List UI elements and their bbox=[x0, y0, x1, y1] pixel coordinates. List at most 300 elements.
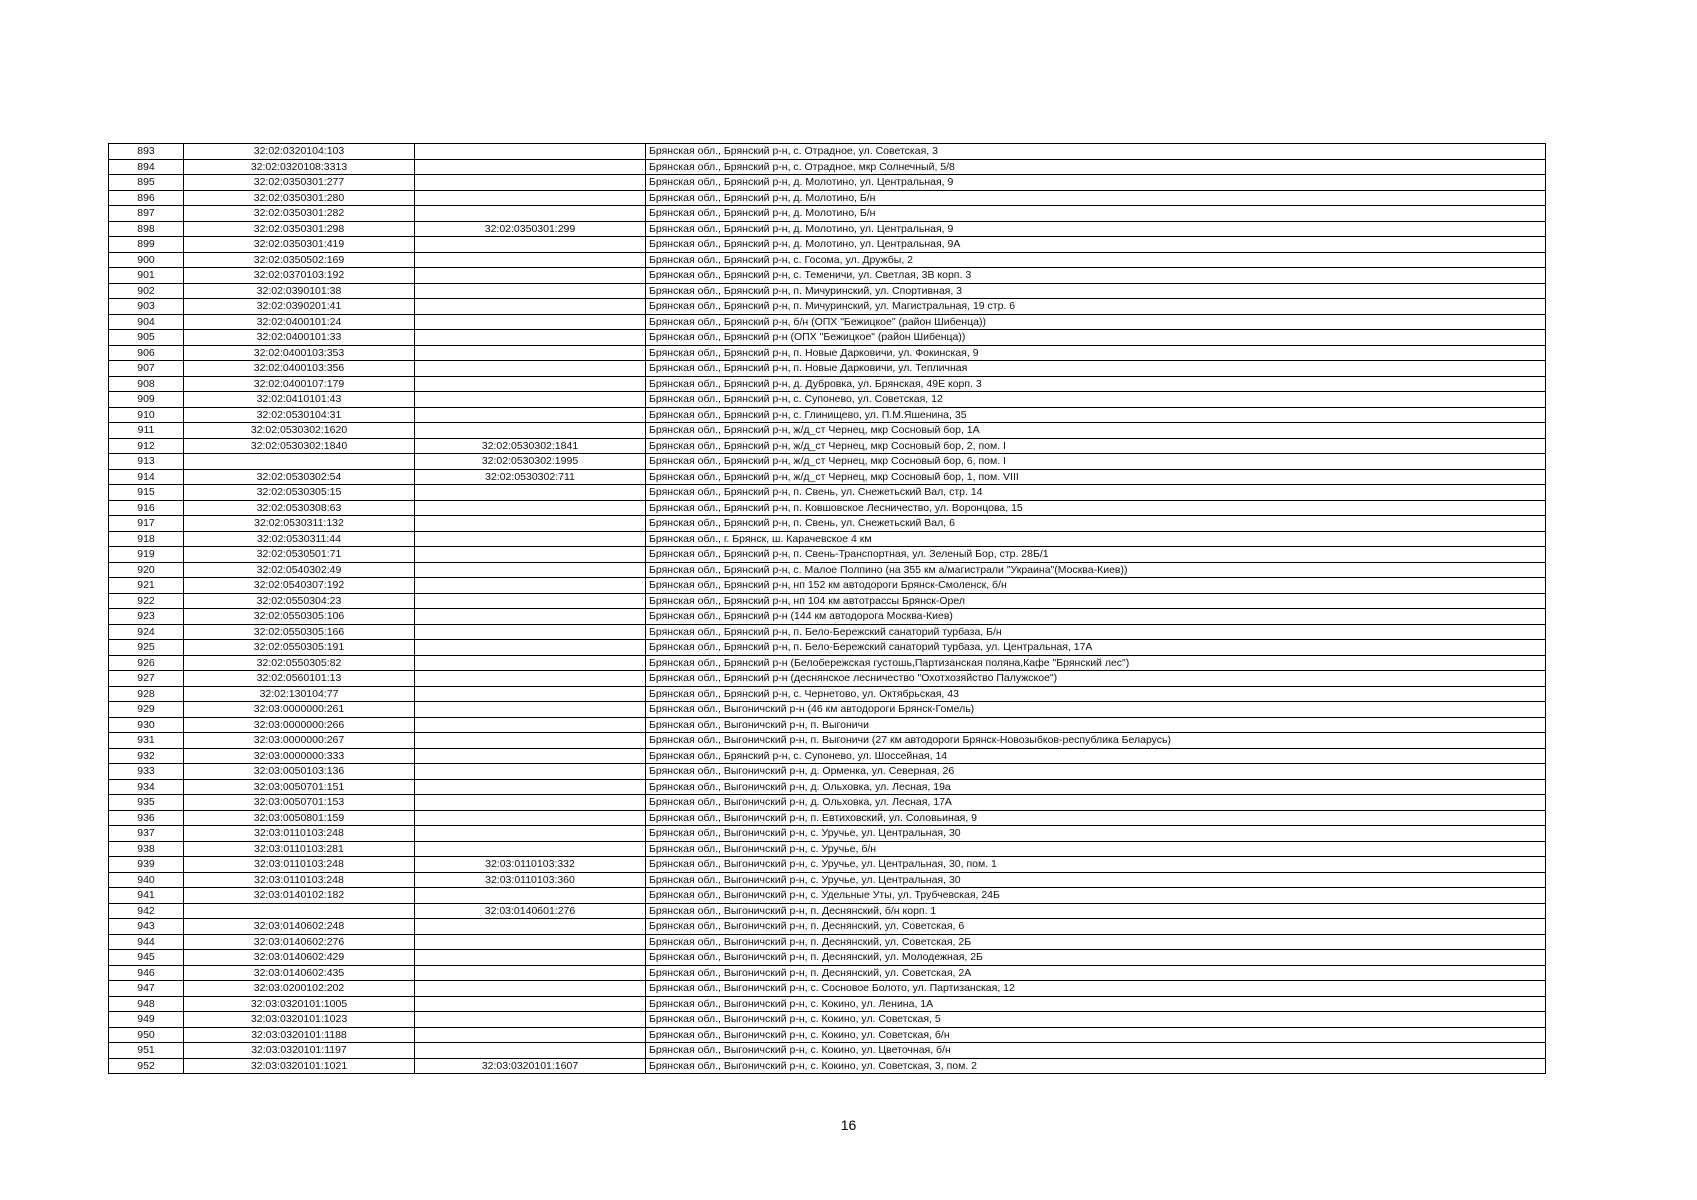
premises-cadastral-number-cell bbox=[415, 407, 646, 423]
cadastral-number-cell: 32:02:0550305:106 bbox=[184, 609, 415, 625]
table-row bbox=[109, 423, 1546, 439]
table-row bbox=[109, 299, 1546, 315]
address-cell: Брянская обл., Брянский р-н, ж/д_ст Чернец, мкр Сосновый бор, 6, пом. I bbox=[646, 454, 1546, 470]
cadastral-number-cell: 32:02:0550304:23 bbox=[184, 593, 415, 609]
premises-cadastral-number-cell bbox=[415, 593, 646, 609]
address-cell: Брянская обл., Выгоничский р-н, с. Уручье, ул. Центральная, 30, пом. 1 bbox=[646, 857, 1546, 873]
table-row bbox=[109, 376, 1546, 392]
premises-cadastral-number-cell bbox=[415, 345, 646, 361]
row-number-cell: 923 bbox=[109, 609, 184, 625]
premises-cadastral-number-cell bbox=[415, 1012, 646, 1028]
row-number-cell: 907 bbox=[109, 361, 184, 377]
table-row bbox=[109, 810, 1546, 826]
premises-cadastral-number-cell: 32:02:0530302:1841 bbox=[415, 438, 646, 454]
row-number-cell: 905 bbox=[109, 330, 184, 346]
address-cell: Брянская обл., Брянский р-н, ж/д_ст Чернец, мкр Сосновый бор, 1А bbox=[646, 423, 1546, 439]
cadastral-number-cell: 32:02:0400101:24 bbox=[184, 314, 415, 330]
address-cell: Брянская обл., Брянский р-н, п. Мичуринский, ул. Спортивная, 3 bbox=[646, 283, 1546, 299]
row-number-cell: 942 bbox=[109, 903, 184, 919]
address-cell: Брянская обл., Брянский р-н, п. Свень, ул. Снежетьский Вал, стр. 14 bbox=[646, 485, 1546, 501]
premises-cadastral-number-cell bbox=[415, 950, 646, 966]
address-cell: Брянская обл., Брянский р-н, п. Мичуринский, ул. Магистральная, 19 стр. 6 bbox=[646, 299, 1546, 315]
table-row bbox=[109, 361, 1546, 377]
row-number-cell: 927 bbox=[109, 671, 184, 687]
address-cell: Брянская обл., Брянский р-н, с. Теменичи, ул. Светлая, 3В корп. 3 bbox=[646, 268, 1546, 284]
table-row bbox=[109, 1043, 1546, 1059]
row-number-cell: 925 bbox=[109, 640, 184, 656]
cadastral-number-cell: 32:03:0110103:248 bbox=[184, 857, 415, 873]
row-number-cell: 894 bbox=[109, 159, 184, 175]
premises-cadastral-number-cell bbox=[415, 299, 646, 315]
cadastral-number-cell: 32:02:0390101:38 bbox=[184, 283, 415, 299]
table-row bbox=[109, 686, 1546, 702]
table-row bbox=[109, 485, 1546, 501]
premises-cadastral-number-cell bbox=[415, 237, 646, 253]
row-number-cell: 920 bbox=[109, 562, 184, 578]
table-row bbox=[109, 640, 1546, 656]
table-row bbox=[109, 531, 1546, 547]
row-number-cell: 932 bbox=[109, 748, 184, 764]
premises-cadastral-number-cell bbox=[415, 190, 646, 206]
cadastral-number-cell: 32:03:0320101:1023 bbox=[184, 1012, 415, 1028]
table-row bbox=[109, 454, 1546, 470]
premises-cadastral-number-cell bbox=[415, 252, 646, 268]
premises-cadastral-number-cell bbox=[415, 516, 646, 532]
cadastral-number-cell: 32:02:0400101:33 bbox=[184, 330, 415, 346]
address-cell: Брянская обл., Брянский р-н, п. Новые Дарковичи, ул. Тепличная bbox=[646, 361, 1546, 377]
cadastral-number-cell: 32:02:0540302:49 bbox=[184, 562, 415, 578]
cadastral-number-cell: 32:03:0320101:1197 bbox=[184, 1043, 415, 1059]
table-row bbox=[109, 578, 1546, 594]
cadastral-number-cell: 32:02:0350301:298 bbox=[184, 221, 415, 237]
table-row bbox=[109, 469, 1546, 485]
premises-cadastral-number-cell bbox=[415, 609, 646, 625]
premises-cadastral-number-cell bbox=[415, 578, 646, 594]
address-cell: Брянская обл., Выгоничский р-н, п. Выгоничи (27 км автодороги Брянск-Новозыбков-республика Беларусь) bbox=[646, 733, 1546, 749]
cadastral-number-cell: 32:03:0050801:159 bbox=[184, 810, 415, 826]
premises-cadastral-number-cell bbox=[415, 996, 646, 1012]
premises-cadastral-number-cell bbox=[415, 779, 646, 795]
cadastral-number-cell: 32:02:130104:77 bbox=[184, 686, 415, 702]
table-row bbox=[109, 500, 1546, 516]
table-row bbox=[109, 268, 1546, 284]
premises-cadastral-number-cell bbox=[415, 888, 646, 904]
cadastral-number-cell: 32:03:0140602:429 bbox=[184, 950, 415, 966]
cadastral-number-cell: 32:02:0400103:356 bbox=[184, 361, 415, 377]
table-row bbox=[109, 206, 1546, 222]
address-cell: Брянская обл., Выгоничский р-н, с. Кокино, ул. Советская, 5 bbox=[646, 1012, 1546, 1028]
address-cell: Брянская обл., Выгоничский р-н, с. Уручье, б/н bbox=[646, 841, 1546, 857]
cadastral-number-cell: 32:02:0530501:71 bbox=[184, 547, 415, 563]
premises-cadastral-number-cell: 32:03:0320101:1607 bbox=[415, 1058, 646, 1074]
cadastral-number-cell bbox=[184, 454, 415, 470]
row-number-cell: 911 bbox=[109, 423, 184, 439]
table-row bbox=[109, 593, 1546, 609]
row-number-cell: 941 bbox=[109, 888, 184, 904]
address-cell: Брянская обл., Выгоничский р-н, п. Деснянский, б/н корп. 1 bbox=[646, 903, 1546, 919]
table-row bbox=[109, 934, 1546, 950]
table-row bbox=[109, 748, 1546, 764]
row-number-cell: 900 bbox=[109, 252, 184, 268]
table-row bbox=[109, 795, 1546, 811]
address-cell: Брянская обл., Выгоничский р-н, п. Выгоничи bbox=[646, 717, 1546, 733]
table-row bbox=[109, 624, 1546, 640]
row-number-cell: 946 bbox=[109, 965, 184, 981]
premises-cadastral-number-cell bbox=[415, 206, 646, 222]
cadastral-number-cell: 32:02:0350301:277 bbox=[184, 175, 415, 191]
row-number-cell: 896 bbox=[109, 190, 184, 206]
cadastral-number-cell: 32:02:0350502:169 bbox=[184, 252, 415, 268]
premises-cadastral-number-cell: 32:02:0530302:1995 bbox=[415, 454, 646, 470]
table-row bbox=[109, 237, 1546, 253]
premises-cadastral-number-cell bbox=[415, 283, 646, 299]
row-number-cell: 893 bbox=[109, 144, 184, 160]
page-number: 16 bbox=[840, 1117, 857, 1133]
cadastral-number-cell: 32:03:0000000:333 bbox=[184, 748, 415, 764]
cadastral-number-cell: 32:03:0000000:266 bbox=[184, 717, 415, 733]
premises-cadastral-number-cell bbox=[415, 717, 646, 733]
cadastral-number-cell bbox=[184, 903, 415, 919]
row-number-cell: 943 bbox=[109, 919, 184, 935]
address-cell: Брянская обл., Брянский р-н (ОПХ "Бежицкое" (район Шибенца)) bbox=[646, 330, 1546, 346]
table-row bbox=[109, 919, 1546, 935]
table-row bbox=[109, 996, 1546, 1012]
premises-cadastral-number-cell bbox=[415, 144, 646, 160]
cadastral-number-cell: 32:03:0140102:182 bbox=[184, 888, 415, 904]
premises-cadastral-number-cell bbox=[415, 531, 646, 547]
table-row bbox=[109, 190, 1546, 206]
row-number-cell: 909 bbox=[109, 392, 184, 408]
address-cell: Брянская обл., Брянский р-н, п. Свень, ул. Снежетьский Вал, 6 bbox=[646, 516, 1546, 532]
table-row bbox=[109, 950, 1546, 966]
address-cell: Брянская обл., Брянский р-н, п. Новые Дарковичи, ул. Фокинская, 9 bbox=[646, 345, 1546, 361]
premises-cadastral-number-cell: 32:03:0140601:276 bbox=[415, 903, 646, 919]
cadastral-number-cell: 32:02:0560101:13 bbox=[184, 671, 415, 687]
table-row bbox=[109, 159, 1546, 175]
address-cell: Брянская обл., Брянский р-н, п. Бело-Бережский санаторий турбаза, ул. Центральная, 17А bbox=[646, 640, 1546, 656]
premises-cadastral-number-cell bbox=[415, 655, 646, 671]
premises-cadastral-number-cell bbox=[415, 562, 646, 578]
cadastral-number-cell: 32:02:0410101:43 bbox=[184, 392, 415, 408]
registry-table bbox=[108, 143, 1546, 1074]
table-row bbox=[109, 872, 1546, 888]
row-number-cell: 916 bbox=[109, 500, 184, 516]
premises-cadastral-number-cell bbox=[415, 748, 646, 764]
premises-cadastral-number-cell bbox=[415, 423, 646, 439]
premises-cadastral-number-cell bbox=[415, 485, 646, 501]
table-row bbox=[109, 1012, 1546, 1028]
address-cell: Брянская обл., Выгоничский р-н, д. Орменка, ул. Северная, 26 bbox=[646, 764, 1546, 780]
premises-cadastral-number-cell: 32:03:0110103:360 bbox=[415, 872, 646, 888]
premises-cadastral-number-cell bbox=[415, 795, 646, 811]
row-number-cell: 947 bbox=[109, 981, 184, 997]
address-cell: Брянская обл., Выгоничский р-н, с. Кокино, ул. Ленина, 1А bbox=[646, 996, 1546, 1012]
premises-cadastral-number-cell bbox=[415, 547, 646, 563]
cadastral-number-cell: 32:02:0530305:15 bbox=[184, 485, 415, 501]
table-row bbox=[109, 252, 1546, 268]
address-cell: Брянская обл., Брянский р-н, д. Молотино, ул. Центральная, 9 bbox=[646, 221, 1546, 237]
address-cell: Брянская обл., Выгоничский р-н, п. Евтиховский, ул. Соловьиная, 9 bbox=[646, 810, 1546, 826]
premises-cadastral-number-cell bbox=[415, 702, 646, 718]
row-number-cell: 897 bbox=[109, 206, 184, 222]
cadastral-number-cell: 32:03:0200102:202 bbox=[184, 981, 415, 997]
table-row bbox=[109, 562, 1546, 578]
cadastral-number-cell: 32:03:0320101:1021 bbox=[184, 1058, 415, 1074]
premises-cadastral-number-cell bbox=[415, 934, 646, 950]
address-cell: Брянская обл., Брянский р-н, д. Молотино, Б/н bbox=[646, 206, 1546, 222]
cadastral-number-cell: 32:03:0110103:248 bbox=[184, 872, 415, 888]
table-row bbox=[109, 175, 1546, 191]
cadastral-number-cell: 32:02:0530311:44 bbox=[184, 531, 415, 547]
table-row bbox=[109, 764, 1546, 780]
row-number-cell: 906 bbox=[109, 345, 184, 361]
table-row bbox=[109, 717, 1546, 733]
address-cell: Брянская обл., Выгоничский р-н, п. Деснянский, ул. Советская, 2Б bbox=[646, 934, 1546, 950]
premises-cadastral-number-cell bbox=[415, 1043, 646, 1059]
cadastral-number-cell: 32:02:0550305:166 bbox=[184, 624, 415, 640]
table-row bbox=[109, 392, 1546, 408]
premises-cadastral-number-cell bbox=[415, 810, 646, 826]
cadastral-number-cell: 32:02:0530104:31 bbox=[184, 407, 415, 423]
table-row bbox=[109, 330, 1546, 346]
cadastral-number-cell: 32:03:0320101:1005 bbox=[184, 996, 415, 1012]
cadastral-number-cell: 32:02:0550305:82 bbox=[184, 655, 415, 671]
row-number-cell: 935 bbox=[109, 795, 184, 811]
address-cell: Брянская обл., Выгоничский р-н (46 км автодороги Брянск-Гомель) bbox=[646, 702, 1546, 718]
row-number-cell: 936 bbox=[109, 810, 184, 826]
address-cell: Брянская обл., Выгоничский р-н, с. Кокино, ул. Советская, б/н bbox=[646, 1027, 1546, 1043]
row-number-cell: 933 bbox=[109, 764, 184, 780]
cadastral-number-cell: 32:02:0400107:179 bbox=[184, 376, 415, 392]
cadastral-number-cell: 32:02:0320104:103 bbox=[184, 144, 415, 160]
cadastral-number-cell: 32:02:0550305:191 bbox=[184, 640, 415, 656]
row-number-cell: 919 bbox=[109, 547, 184, 563]
cadastral-number-cell: 32:03:0110103:281 bbox=[184, 841, 415, 857]
address-cell: Брянская обл., Брянский р-н (Белобережская густошь,Партизанская поляна,Кафе "Брянский лес") bbox=[646, 655, 1546, 671]
cadastral-number-cell: 32:03:0140602:248 bbox=[184, 919, 415, 935]
address-cell: Брянская обл., Брянский р-н, с. Отрадное, ул. Советская, 3 bbox=[646, 144, 1546, 160]
premises-cadastral-number-cell bbox=[415, 671, 646, 687]
table-row bbox=[109, 314, 1546, 330]
cadastral-number-cell: 32:02:0400103:353 bbox=[184, 345, 415, 361]
row-number-cell: 928 bbox=[109, 686, 184, 702]
row-number-cell: 945 bbox=[109, 950, 184, 966]
cadastral-number-cell: 32:02:0350301:282 bbox=[184, 206, 415, 222]
row-number-cell: 912 bbox=[109, 438, 184, 454]
row-number-cell: 949 bbox=[109, 1012, 184, 1028]
row-number-cell: 902 bbox=[109, 283, 184, 299]
address-cell: Брянская обл., Выгоничский р-н, с. Сосновое Болото, ул. Партизанская, 12 bbox=[646, 981, 1546, 997]
premises-cadastral-number-cell bbox=[415, 624, 646, 640]
row-number-cell: 913 bbox=[109, 454, 184, 470]
premises-cadastral-number-cell: 32:02:0350301:299 bbox=[415, 221, 646, 237]
table-row bbox=[109, 547, 1546, 563]
cadastral-number-cell: 32:02:0530302:1840 bbox=[184, 438, 415, 454]
address-cell: Брянская обл., Брянский р-н, б/н (ОПХ "Бежицкое" (район Шибенца)) bbox=[646, 314, 1546, 330]
address-cell: Брянская обл., Выгоничский р-н, п. Деснянский, ул. Советская, 2А bbox=[646, 965, 1546, 981]
row-number-cell: 951 bbox=[109, 1043, 184, 1059]
cadastral-number-cell: 32:03:0140602:435 bbox=[184, 965, 415, 981]
cadastral-number-cell: 32:03:0140602:276 bbox=[184, 934, 415, 950]
table-row bbox=[109, 779, 1546, 795]
address-cell: Брянская обл., г. Брянск, ш. Карачевское 4 км bbox=[646, 531, 1546, 547]
cadastral-number-cell: 32:02:0540307:192 bbox=[184, 578, 415, 594]
address-cell: Брянская обл., Брянский р-н, с. Малое Полпино (на 355 км а/магистрали "Украина"(Москва-Киев)) bbox=[646, 562, 1546, 578]
cadastral-number-cell: 32:02:0320108:3313 bbox=[184, 159, 415, 175]
address-cell: Брянская обл., Брянский р-н, ж/д_ст Чернец, мкр Сосновый бор, 2, пом. I bbox=[646, 438, 1546, 454]
table-row bbox=[109, 283, 1546, 299]
address-cell: Брянская обл., Брянский р-н, п. Бело-Бережский санаторий турбаза, Б/н bbox=[646, 624, 1546, 640]
address-cell: Брянская обл., Брянский р-н (144 км автодорога Москва-Киев) bbox=[646, 609, 1546, 625]
table-row bbox=[109, 841, 1546, 857]
premises-cadastral-number-cell bbox=[415, 764, 646, 780]
row-number-cell: 915 bbox=[109, 485, 184, 501]
table-row bbox=[109, 221, 1546, 237]
address-cell: Брянская обл., Выгоничский р-н, с. Уручье, ул. Центральная, 30 bbox=[646, 872, 1546, 888]
address-cell: Брянская обл., Выгоничский р-н, с. Удельные Уты, ул. Трубчевская, 24Б bbox=[646, 888, 1546, 904]
row-number-cell: 926 bbox=[109, 655, 184, 671]
address-cell: Брянская обл., Брянский р-н, с. Чернетово, ул. Октябрьская, 43 bbox=[646, 686, 1546, 702]
address-cell: Брянская обл., Брянский р-н, д. Молотино, ул. Центральная, 9 bbox=[646, 175, 1546, 191]
row-number-cell: 950 bbox=[109, 1027, 184, 1043]
table-row bbox=[109, 407, 1546, 423]
cadastral-number-cell: 32:02:0530302:1620 bbox=[184, 423, 415, 439]
address-cell: Брянская обл., Брянский р-н, с. Отрадное, мкр Солнечный, 5/8 bbox=[646, 159, 1546, 175]
premises-cadastral-number-cell bbox=[415, 981, 646, 997]
cadastral-number-cell: 32:03:0050701:153 bbox=[184, 795, 415, 811]
row-number-cell: 934 bbox=[109, 779, 184, 795]
premises-cadastral-number-cell bbox=[415, 330, 646, 346]
premises-cadastral-number-cell bbox=[415, 733, 646, 749]
cadastral-number-cell: 32:02:0350301:280 bbox=[184, 190, 415, 206]
premises-cadastral-number-cell bbox=[415, 159, 646, 175]
premises-cadastral-number-cell bbox=[415, 392, 646, 408]
table-row bbox=[109, 144, 1546, 160]
premises-cadastral-number-cell bbox=[415, 965, 646, 981]
address-cell: Брянская обл., Брянский р-н, д. Молотино, Б/н bbox=[646, 190, 1546, 206]
row-number-cell: 914 bbox=[109, 469, 184, 485]
premises-cadastral-number-cell bbox=[415, 841, 646, 857]
premises-cadastral-number-cell: 32:03:0110103:332 bbox=[415, 857, 646, 873]
row-number-cell: 917 bbox=[109, 516, 184, 532]
row-number-cell: 937 bbox=[109, 826, 184, 842]
row-number-cell: 930 bbox=[109, 717, 184, 733]
premises-cadastral-number-cell bbox=[415, 175, 646, 191]
table-row bbox=[109, 981, 1546, 997]
row-number-cell: 944 bbox=[109, 934, 184, 950]
row-number-cell: 921 bbox=[109, 578, 184, 594]
premises-cadastral-number-cell: 32:02:0530302:711 bbox=[415, 469, 646, 485]
address-cell: Брянская обл., Выгоничский р-н, д. Ольховка, ул. Лесная, 17А bbox=[646, 795, 1546, 811]
address-cell: Брянская обл., Брянский р-н, нп 104 км автотрассы Брянск-Орел bbox=[646, 593, 1546, 609]
row-number-cell: 918 bbox=[109, 531, 184, 547]
address-cell: Брянская обл., Брянский р-н, п. Свень-Транспортная, ул. Зеленый Бор, стр. 28Б/1 bbox=[646, 547, 1546, 563]
premises-cadastral-number-cell bbox=[415, 268, 646, 284]
row-number-cell: 939 bbox=[109, 857, 184, 873]
table-row bbox=[109, 609, 1546, 625]
address-cell: Брянская обл., Брянский р-н, нп 152 км автодороги Брянск-Смоленск, б/н bbox=[646, 578, 1546, 594]
address-cell: Брянская обл., Брянский р-н, с. Супонево, ул. Шоссейная, 14 bbox=[646, 748, 1546, 764]
table-row bbox=[109, 826, 1546, 842]
row-number-cell: 922 bbox=[109, 593, 184, 609]
table-row bbox=[109, 1058, 1546, 1074]
row-number-cell: 899 bbox=[109, 237, 184, 253]
premises-cadastral-number-cell bbox=[415, 640, 646, 656]
address-cell: Брянская обл., Выгоничский р-н, с. Кокино, ул. Цветочная, б/н bbox=[646, 1043, 1546, 1059]
address-cell: Брянская обл., Выгоничский р-н, п. Деснянский, ул. Молодежная, 2Б bbox=[646, 950, 1546, 966]
table-row bbox=[109, 516, 1546, 532]
table-row bbox=[109, 345, 1546, 361]
table-row bbox=[109, 1027, 1546, 1043]
table-row bbox=[109, 857, 1546, 873]
row-number-cell: 910 bbox=[109, 407, 184, 423]
address-cell: Брянская обл., Брянский р-н, с. Госома, ул. Дружбы, 2 bbox=[646, 252, 1546, 268]
address-cell: Брянская обл., Брянский р-н, с. Глинищево, ул. П.М.Яшенина, 35 bbox=[646, 407, 1546, 423]
address-cell: Брянская обл., Выгоничский р-н, с. Кокино, ул. Советская, 3, пом. 2 bbox=[646, 1058, 1546, 1074]
premises-cadastral-number-cell bbox=[415, 314, 646, 330]
row-number-cell: 901 bbox=[109, 268, 184, 284]
address-cell: Брянская обл., Брянский р-н, п. Ковшовское Лесничество, ул. Воронцова, 15 bbox=[646, 500, 1546, 516]
table-row bbox=[109, 702, 1546, 718]
address-cell: Брянская обл., Выгоничский р-н, п. Деснянский, ул. Советская, 6 bbox=[646, 919, 1546, 935]
premises-cadastral-number-cell bbox=[415, 376, 646, 392]
table-row bbox=[109, 655, 1546, 671]
premises-cadastral-number-cell bbox=[415, 919, 646, 935]
row-number-cell: 908 bbox=[109, 376, 184, 392]
cadastral-number-cell: 32:03:0110103:248 bbox=[184, 826, 415, 842]
premises-cadastral-number-cell bbox=[415, 361, 646, 377]
row-number-cell: 895 bbox=[109, 175, 184, 191]
table-row bbox=[109, 438, 1546, 454]
row-number-cell: 940 bbox=[109, 872, 184, 888]
address-cell: Брянская обл., Брянский р-н, д. Дубровка, ул. Брянская, 49Е корп. 3 bbox=[646, 376, 1546, 392]
address-cell: Брянская обл., Брянский р-н, ж/д_ст Чернец, мкр Сосновый бор, 1, пом. VIII bbox=[646, 469, 1546, 485]
registry-table-body bbox=[109, 144, 1546, 1074]
premises-cadastral-number-cell bbox=[415, 686, 646, 702]
address-cell: Брянская обл., Брянский р-н, д. Молотино, ул. Центральная, 9А bbox=[646, 237, 1546, 253]
premises-cadastral-number-cell bbox=[415, 826, 646, 842]
premises-cadastral-number-cell bbox=[415, 500, 646, 516]
table-row bbox=[109, 888, 1546, 904]
row-number-cell: 931 bbox=[109, 733, 184, 749]
cadastral-number-cell: 32:02:0530302:54 bbox=[184, 469, 415, 485]
premises-cadastral-number-cell bbox=[415, 1027, 646, 1043]
row-number-cell: 952 bbox=[109, 1058, 184, 1074]
address-cell: Брянская обл., Выгоничский р-н, д. Ольховка, ул. Лесная, 19а bbox=[646, 779, 1546, 795]
row-number-cell: 903 bbox=[109, 299, 184, 315]
address-cell: Брянская обл., Выгоничский р-н, с. Уручье, ул. Центральная, 30 bbox=[646, 826, 1546, 842]
row-number-cell: 898 bbox=[109, 221, 184, 237]
row-number-cell: 904 bbox=[109, 314, 184, 330]
cadastral-number-cell: 32:03:0320101:1188 bbox=[184, 1027, 415, 1043]
cadastral-number-cell: 32:02:0350301:419 bbox=[184, 237, 415, 253]
cadastral-number-cell: 32:03:0000000:261 bbox=[184, 702, 415, 718]
row-number-cell: 948 bbox=[109, 996, 184, 1012]
cadastral-number-cell: 32:02:0370103:192 bbox=[184, 268, 415, 284]
address-cell: Брянская обл., Брянский р-н (деснянское лесничество "Охотхозяйство Палужское") bbox=[646, 671, 1546, 687]
row-number-cell: 929 bbox=[109, 702, 184, 718]
table-row bbox=[109, 965, 1546, 981]
cadastral-number-cell: 32:03:0050701:151 bbox=[184, 779, 415, 795]
cadastral-number-cell: 32:02:0530308:63 bbox=[184, 500, 415, 516]
cadastral-number-cell: 32:02:0390201:41 bbox=[184, 299, 415, 315]
address-cell: Брянская обл., Брянский р-н, с. Супонево, ул. Советская, 12 bbox=[646, 392, 1546, 408]
cadastral-number-cell: 32:02:0530311:132 bbox=[184, 516, 415, 532]
row-number-cell: 938 bbox=[109, 841, 184, 857]
table-row bbox=[109, 903, 1546, 919]
table-row bbox=[109, 671, 1546, 687]
table-row bbox=[109, 733, 1546, 749]
